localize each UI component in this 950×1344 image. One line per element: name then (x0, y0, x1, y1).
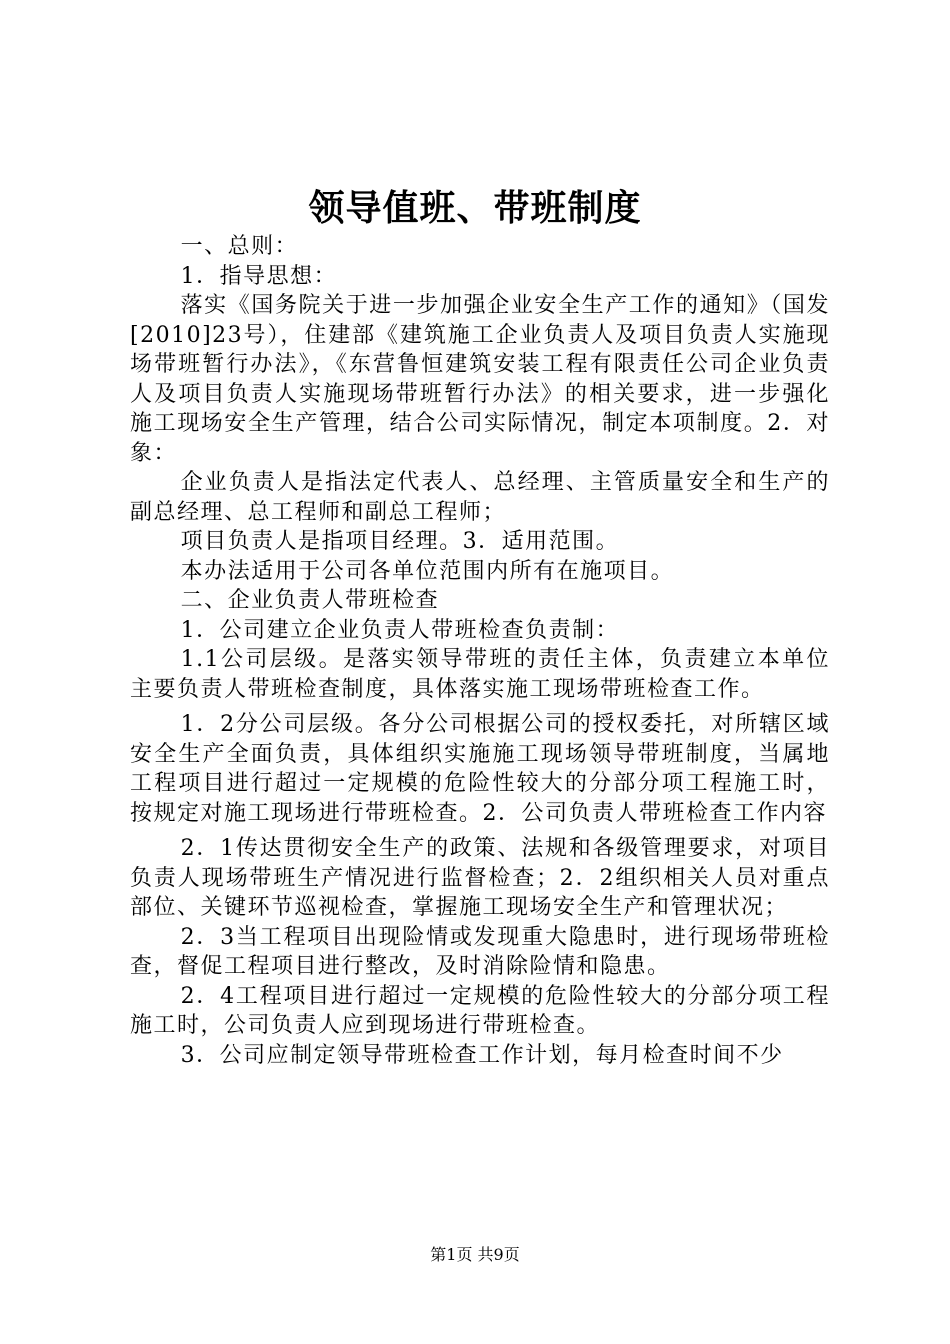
subsection-heading: 1．指导思想： (180, 263, 338, 289)
paragraph: 1．2分公司层级。各分公司根据公司的授权委托，对所辖区域安全生产全面负责，具体组织实施施工现场领导带班制度，当属地工程项目进行超过一定规模的危险性较大的分部分项工程施工时，按规定对施工现场进行带班检查。2．公司负责人带班检查工作内容 (130, 712, 830, 826)
paragraph: 2．1传达贯彻安全生产的政策、法规和各级管理要求，对项目负责人现场带班生产情况进行监督检查；2．2组织相关人员对重点部位、关键环节巡视检查，掌握施工现场安全生产和管理状况； (130, 836, 830, 920)
paragraph: 项目负责人是指项目经理。3．适用范围。 (180, 529, 620, 554)
page-footer: 第1页 共9页 (430, 1245, 520, 1264)
subsection-heading: 1．公司建立企业负责人带班检查负责制： (180, 617, 620, 643)
page-title: 领导值班、带班制度 (308, 187, 642, 229)
section-heading: 二、企业负责人带班检查 (180, 588, 440, 613)
document-body (130, 232, 830, 1070)
paragraph: 本办法适用于公司各单位范围内所有在施项目。 (180, 558, 675, 584)
paragraph: 2．4工程项目进行超过一定规模的危险性较大的分部分项工程施工时，公司负责人应到现场进行带班检查。 (130, 983, 830, 1038)
paragraph: 1.1公司层级。是落实领导带班的责任主体，负责建立本单位主要负责人带班检查制度，具体落实施工现场带班检查工作。 (130, 647, 830, 702)
paragraph: 落实《国务院关于进一步加强企业安全生产工作的通知》（国发[2010]23号），住建部《建筑施工企业负责人及项目负责人实施现场带班暂行办法》，《东营鲁恒建筑安装工程有限责任公司企业负责人及项目负责人实施现场带班暂行办法》的相关要求，进一步强化施工现场安全生产管理，结合公司实际情况，制定本项制度。2．对象： (130, 293, 830, 466)
section-heading: 一、总则： (180, 234, 299, 259)
paragraph: 2．3当工程项目出现险情或发现重大隐患时，进行现场带班检查，督促工程项目进行整改，及时消除险情和隐患。 (130, 924, 830, 979)
paragraph: 企业负责人是指法定代表人、总经理、主管质量安全和生产的副总经理、总工程师和副总工程师； (130, 470, 830, 525)
paragraph: 3．公司应制定领导带班检查工作计划，每月检查时间不少 (180, 1042, 784, 1068)
